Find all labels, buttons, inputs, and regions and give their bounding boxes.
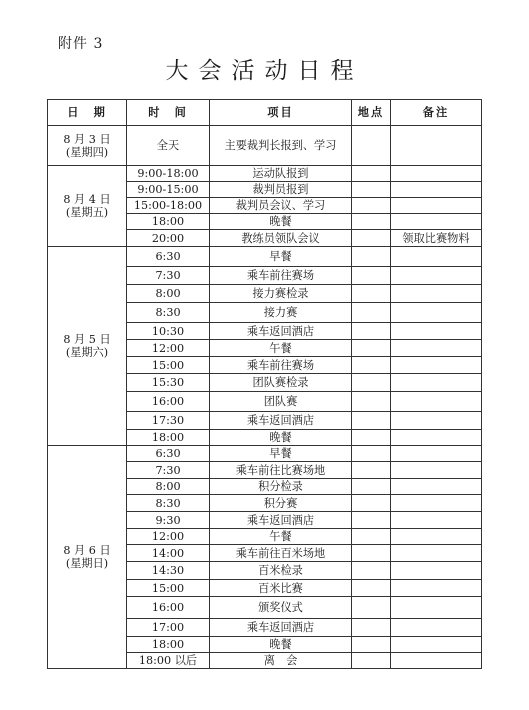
time-cell: 16:00 [127, 392, 210, 412]
item-cell: 乘车返回酒店 [210, 412, 352, 430]
time-cell: 15:00 [127, 357, 210, 374]
time-cell: 9:30 [127, 512, 210, 529]
time-cell: 15:30 [127, 374, 210, 392]
item-cell: 接力赛 [210, 303, 352, 323]
place-cell [352, 479, 391, 495]
note-cell [391, 374, 482, 392]
table-row [48, 166, 482, 182]
place-cell [352, 597, 391, 619]
time-cell: 14:00 [127, 545, 210, 562]
note-cell [391, 562, 482, 580]
item-cell: 午餐 [210, 529, 352, 545]
table-row [48, 446, 482, 462]
place-cell [352, 285, 391, 303]
date-label: 8 月 3 日 [63, 132, 111, 146]
place-cell [352, 374, 391, 392]
column-header-place: 地点 [352, 100, 391, 126]
note-cell [391, 462, 482, 479]
place-cell [352, 198, 391, 214]
table-body [48, 126, 482, 669]
weekday-label: (星期四) [65, 145, 109, 159]
note-cell [391, 126, 482, 166]
note-cell [391, 166, 482, 182]
time-cell: 18:00 以后 [127, 653, 210, 669]
note-cell [391, 267, 482, 285]
place-cell [352, 562, 391, 580]
time-cell: 9:00-15:00 [127, 182, 210, 198]
item-cell: 百米比赛 [210, 580, 352, 597]
date-label: 8 月 6 日 [63, 544, 111, 557]
note-cell [391, 214, 482, 230]
note-cell [391, 340, 482, 357]
place-cell [352, 512, 391, 529]
note-cell: 领取比赛物料 [391, 230, 482, 247]
note-cell [391, 495, 482, 512]
place-cell [352, 303, 391, 323]
attachment-label: 附件 3 [58, 36, 104, 52]
table-header [48, 100, 482, 126]
item-cell: 百米检录 [210, 562, 352, 580]
item-cell: 主要裁判长报到、学习 [210, 126, 352, 166]
place-cell [352, 340, 391, 357]
item-cell: 团队赛检录 [210, 374, 352, 392]
item-cell: 早餐 [210, 446, 352, 462]
item-cell: 接力赛检录 [210, 285, 352, 303]
place-cell [352, 529, 391, 545]
time-cell: 7:30 [127, 267, 210, 285]
note-cell [391, 303, 482, 323]
time-cell: 17:30 [127, 412, 210, 430]
time-cell: 全天 [127, 126, 210, 166]
item-cell: 裁判员会议、学习 [210, 198, 352, 214]
item-cell: 乘车返回酒店 [210, 512, 352, 529]
note-cell [391, 182, 482, 198]
item-cell: 团队赛 [210, 392, 352, 412]
place-cell [352, 230, 391, 247]
time-cell: 20:00 [127, 230, 210, 247]
time-cell: 18:00 [127, 430, 210, 446]
place-cell [352, 430, 391, 446]
item-cell: 运动队报到 [210, 166, 352, 182]
weekday-label: (星期六) [65, 346, 109, 359]
time-cell: 15:00 [127, 580, 210, 597]
date-cell [48, 446, 127, 669]
time-cell: 8:30 [127, 303, 210, 323]
place-cell [352, 357, 391, 374]
place-cell [352, 267, 391, 285]
note-cell [391, 619, 482, 637]
place-cell [352, 182, 391, 198]
table-row [48, 126, 482, 166]
note-cell [391, 597, 482, 619]
time-cell: 18:00 [127, 214, 210, 230]
time-cell: 6:30 [127, 446, 210, 462]
date-cell [48, 126, 127, 166]
note-cell [391, 545, 482, 562]
note-cell [391, 247, 482, 267]
item-cell: 教练员领队会议 [210, 230, 352, 247]
time-cell: 17:00 [127, 619, 210, 637]
item-cell: 积分赛 [210, 495, 352, 512]
column-header-time: 时 间 [127, 100, 210, 126]
place-cell [352, 392, 391, 412]
place-cell [352, 653, 391, 669]
note-cell [391, 479, 482, 495]
item-cell: 离 会 [210, 653, 352, 669]
note-cell [391, 392, 482, 412]
item-cell: 晚餐 [210, 637, 352, 653]
note-cell [391, 580, 482, 597]
time-cell: 8:30 [127, 495, 210, 512]
schedule-table [47, 99, 482, 669]
place-cell [352, 166, 391, 182]
item-cell: 早餐 [210, 247, 352, 267]
time-cell: 12:00 [127, 529, 210, 545]
note-cell [391, 198, 482, 214]
item-cell: 乘车返回酒店 [210, 619, 352, 637]
item-cell: 乘车返回酒店 [210, 323, 352, 340]
item-cell: 乘车前往赛场 [210, 357, 352, 374]
place-cell [352, 637, 391, 653]
header-row [48, 100, 482, 126]
note-cell [391, 323, 482, 340]
place-cell [352, 462, 391, 479]
column-header-item: 项目 [210, 100, 352, 126]
note-cell [391, 512, 482, 529]
note-cell [391, 637, 482, 653]
time-cell: 16:00 [127, 597, 210, 619]
place-cell [352, 412, 391, 430]
time-cell: 15:00-18:00 [127, 198, 210, 214]
date-label: 8 月 5 日 [63, 333, 111, 346]
note-cell [391, 446, 482, 462]
place-cell [352, 247, 391, 267]
time-cell: 10:30 [127, 323, 210, 340]
place-cell [352, 580, 391, 597]
column-header-note: 备注 [391, 100, 482, 126]
note-cell [391, 412, 482, 430]
note-cell [391, 357, 482, 374]
date-label: 8 月 4 日 [63, 193, 111, 206]
item-cell: 午餐 [210, 340, 352, 357]
item-cell: 晚餐 [210, 430, 352, 446]
place-cell [352, 126, 391, 166]
date-cell [48, 247, 127, 446]
place-cell [352, 446, 391, 462]
time-cell: 7:30 [127, 462, 210, 479]
weekday-label: (星期日) [65, 557, 109, 570]
note-cell [391, 529, 482, 545]
time-cell: 18:00 [127, 637, 210, 653]
item-cell: 乘车前往比赛场地 [210, 462, 352, 479]
weekday-label: (星期五) [65, 206, 109, 219]
item-cell: 乘车前往百米场地 [210, 545, 352, 562]
time-cell: 6:30 [127, 247, 210, 267]
note-cell [391, 430, 482, 446]
place-cell [352, 619, 391, 637]
date-cell [48, 166, 127, 247]
place-cell [352, 545, 391, 562]
note-cell [391, 285, 482, 303]
item-cell: 晚餐 [210, 214, 352, 230]
place-cell [352, 323, 391, 340]
place-cell [352, 214, 391, 230]
place-cell [352, 495, 391, 512]
item-cell: 颁奖仪式 [210, 597, 352, 619]
item-cell: 乘车前往赛场 [210, 267, 352, 285]
time-cell: 14:30 [127, 562, 210, 580]
item-cell: 裁判员报到 [210, 182, 352, 198]
time-cell: 12:00 [127, 340, 210, 357]
note-cell [391, 653, 482, 669]
time-cell: 8:00 [127, 285, 210, 303]
page-title: 大会活动日程 [165, 58, 364, 84]
time-cell: 9:00-18:00 [127, 166, 210, 182]
column-header-date: 日 期 [48, 100, 127, 126]
item-cell: 积分检录 [210, 479, 352, 495]
table-row [48, 247, 482, 267]
time-cell: 8:00 [127, 479, 210, 495]
